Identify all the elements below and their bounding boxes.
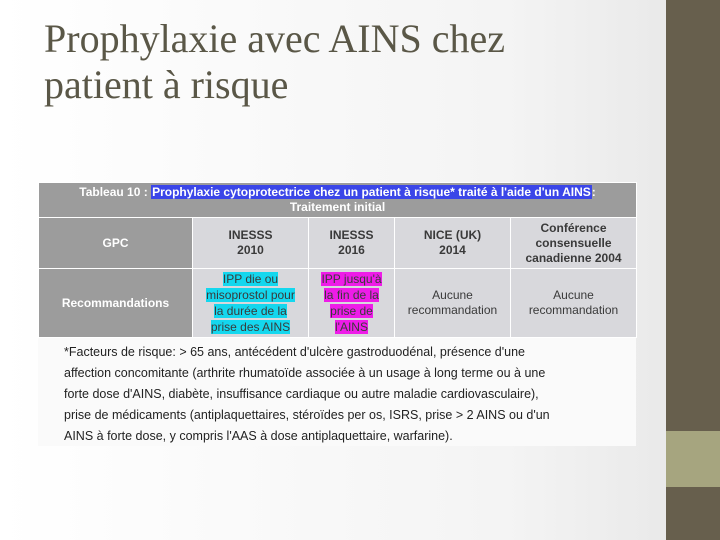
column-year: 2016: [338, 243, 365, 257]
caption-subtitle: Traitement initial: [289, 200, 386, 214]
caption-prefix: Tableau 10 :: [79, 185, 152, 199]
column-year: 2010: [237, 243, 264, 257]
recommendation-line: recommandation: [407, 303, 498, 317]
column-org: INESSS: [228, 228, 273, 242]
footnote-line: *Facteurs de risque: > 65 ans, antécédent d'ulcère gastroduodénal, présence d'une: [64, 345, 525, 359]
table-footnote: [38, 338, 636, 447]
column-org: NICE (UK): [423, 228, 482, 242]
accent-side-block: [666, 431, 720, 487]
row-label-recommendations: Recommandations: [39, 269, 193, 338]
recommendation-line: l'AINS: [335, 320, 368, 334]
column-org-line: consensuelle: [535, 235, 612, 250]
recommendations-row: [39, 269, 637, 338]
column-header-inesss-2010: [193, 218, 309, 269]
table-caption-row: [39, 183, 637, 218]
column-header-nice-2014: [395, 218, 511, 269]
column-year: 2014: [439, 243, 466, 257]
slide-title: [44, 16, 644, 108]
table-caption: [39, 183, 637, 218]
recommendation-inesss-2010: [193, 269, 309, 338]
table-header-row: [39, 218, 637, 269]
recommendation-line: IPP jusqu'à: [321, 272, 382, 286]
recommendation-line: prise des AINS: [210, 320, 291, 334]
recommendation-line: Aucune: [553, 288, 594, 302]
recommendation-line: la durée de la: [214, 304, 287, 318]
recommendations-table: [38, 182, 637, 338]
slide-title-line-2: patient à risque: [44, 62, 289, 107]
recommendation-line: misoprostol pour: [206, 288, 295, 302]
recommendation-inesss-2016: [309, 269, 395, 338]
caption-highlight: Prophylaxie cytoprotectrice chez un patient à risque* traité à l'aide d'un AINS: [152, 185, 591, 199]
column-org-line: Conférence: [540, 220, 607, 235]
recommendation-conference-2004: [511, 269, 637, 338]
recommendation-line: prise de: [330, 304, 373, 318]
caption-suffix: :: [591, 185, 596, 199]
recommendation-line: IPP die ou: [222, 272, 279, 286]
recommendation-line: recommandation: [528, 303, 619, 317]
recommendations-table-image: [38, 182, 636, 446]
recommendation-line: la fin de la: [324, 288, 379, 302]
column-header-conference-2004: [511, 218, 637, 269]
row-label-gpc: GPC: [39, 218, 193, 269]
footnote-line: prise de médicaments (antiplaquettaires, stéroïdes per os, ISRS, prise > 2 AINS ou d'un: [64, 408, 550, 422]
slide-title-line-1: Prophylaxie avec AINS chez: [44, 16, 505, 61]
footnote-line: forte dose d'AINS, diabète, insuffisance cardiaque ou autre maladie cardiovasculaire),: [64, 387, 539, 401]
footnote-line: AINS à forte dose, y compris l'AAS à dose antiplaquettaire, warfarine).: [64, 429, 453, 443]
column-org: INESSS: [329, 228, 374, 242]
recommendation-line: Aucune: [432, 288, 473, 302]
column-header-inesss-2016: [309, 218, 395, 269]
footnote-line: affection concomitante (arthrite rhumatoïde associée à un usage à long terme ou à une: [64, 366, 546, 380]
recommendation-nice-2014: [395, 269, 511, 338]
column-org-line: canadienne 2004: [525, 250, 622, 265]
